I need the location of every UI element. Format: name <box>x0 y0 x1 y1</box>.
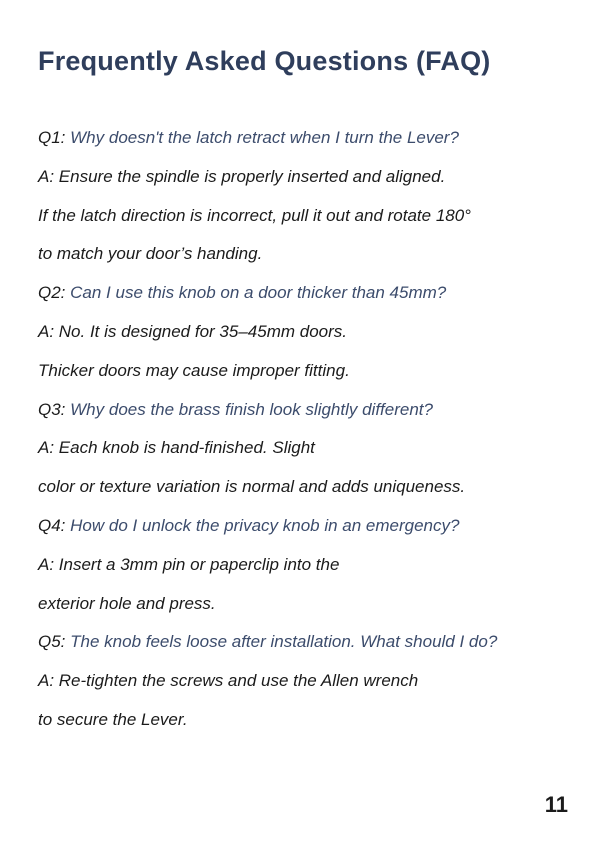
faq-list <box>38 126 583 747</box>
answer-line: color or texture variation is normal and adds uniqueness. <box>38 477 466 497</box>
answer-line: A: Ensure the spindle is properly inserted and aligned. <box>38 166 446 186</box>
faq-question-3 <box>38 398 583 437</box>
faq-question-1 <box>38 126 583 165</box>
question-number: Q3: <box>38 399 66 419</box>
question-number: Q4: <box>38 515 66 535</box>
question-text: Why doesn't the latch retract when I turn the Lever? <box>70 128 459 147</box>
faq-question-4 <box>38 514 583 553</box>
answer-line: If the latch direction is incorrect, pull it out and rotate 180° <box>38 205 471 225</box>
answer-line: to match your door’s handing. <box>38 244 263 264</box>
faq-question-5 <box>38 630 583 669</box>
question-number: Q1: <box>38 128 66 147</box>
answer-line: exterior hole and press. <box>38 593 216 613</box>
answer-line: A: Insert a 3mm pin or paperclip into the <box>38 554 340 574</box>
faq-question-2 <box>38 281 583 320</box>
answer-line: A: Each knob is hand-finished. Slight <box>38 438 315 458</box>
question-text: How do I unlock the privacy knob in an emergency? <box>70 515 460 535</box>
page-title: Frequently Asked Questions (FAQ) <box>38 46 491 76</box>
question-text: Can I use this knob on a door thicker than 45mm? <box>70 283 447 303</box>
question-number: Q2: <box>38 283 66 303</box>
answer-line: Thicker doors may cause improper fitting. <box>38 360 350 380</box>
question-number: Q5: <box>38 632 66 652</box>
question-text: Why does the brass finish look slightly different? <box>70 399 433 419</box>
answer-line: A: No. It is designed for 35–45mm doors. <box>38 321 347 341</box>
answer-line: to secure the Lever. <box>38 709 188 729</box>
page-number: 11 <box>544 792 568 817</box>
answer-line: A: Re-tighten the screws and use the Allen wrench <box>38 671 419 691</box>
question-text: The knob feels loose after installation. What should I do? <box>70 632 498 652</box>
